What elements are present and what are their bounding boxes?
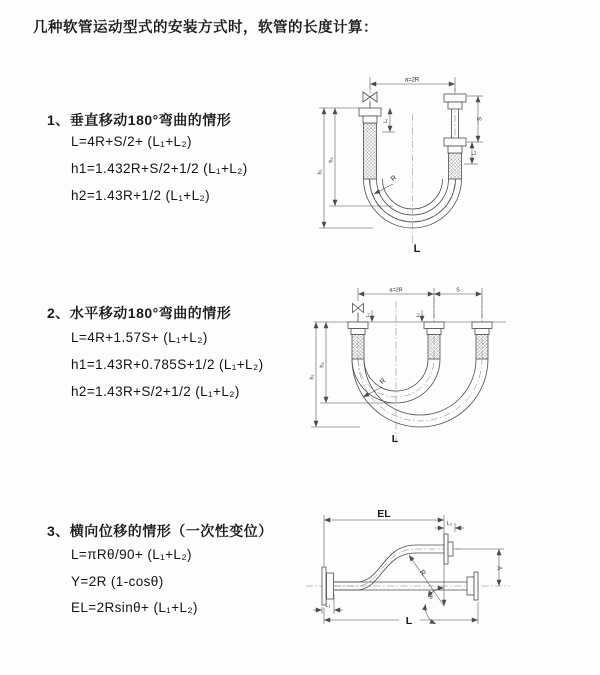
dim-label-h1: h₁: [317, 169, 324, 175]
dim-label-h1: h₁: [309, 374, 316, 380]
dim-label-l-total: L: [391, 433, 399, 445]
section-1-heading: 1、垂直移动180°弯曲的情形: [47, 112, 232, 128]
section-2-heading: 2、水平移动180°弯曲的情形: [47, 305, 232, 321]
section-3-formula-Y: Y=2R (1-cosθ): [71, 574, 164, 589]
centerlines: [358, 297, 482, 445]
dim-label-l2: L₂: [446, 521, 453, 527]
upper-flange: [444, 534, 453, 564]
valve-icon: [353, 304, 364, 323]
section-1-formula-h2: h2=1.43R+1/2 (L₁+L₂): [71, 188, 211, 203]
dim-label-l2: L₂: [471, 150, 478, 156]
dim-label-r: R: [389, 174, 399, 184]
dim-label-el: EL: [377, 508, 391, 520]
section-1-formula-h1: h1=1.432R+S/2+1/2 (L₁+L₂): [71, 161, 248, 176]
dim-label-l2: L₂: [416, 312, 421, 318]
dim-label-r: R: [417, 568, 427, 578]
dim-label-span: a=2R: [404, 77, 420, 84]
document-title: 几种软管运动型式的安装方式时，软管的长度计算：: [33, 20, 378, 36]
centerlines: [370, 86, 455, 244]
hose-braided-legs: [352, 335, 488, 360]
dim-label-h2: h₂: [319, 362, 326, 368]
dim-label-s: S: [477, 116, 484, 122]
diagram-horizontal-180-bend: [308, 281, 590, 453]
dim-label-span: a=2R: [389, 287, 403, 294]
section-3-formula-L: L=πRθ/90+ (L₁+L₂): [71, 547, 192, 562]
dim-label-l1: L₁: [366, 312, 371, 318]
right-flange: [467, 572, 478, 600]
diagram-vertical-180-bend: [315, 72, 590, 257]
dim-label-l-total: L: [413, 243, 421, 255]
hose-displaced-s-curve: [334, 545, 444, 590]
dim-label-s: S: [456, 287, 460, 294]
left-flange: [322, 567, 334, 605]
dim-label-y: Y: [497, 565, 505, 571]
dim-label-l-total: L: [405, 615, 413, 627]
section-3-formula-EL: EL=2Rsinθ+ (L₁+L₂): [71, 600, 198, 615]
section-2-formula-L: L=4R+1.57S+ (L₁+L₂): [71, 330, 208, 345]
centerlines: [306, 549, 510, 586]
section-2-formula-h2: h2=1.43R+S/2+1/2 (L₁+L₂): [71, 384, 240, 399]
flanges: [348, 322, 492, 335]
right-pipe: [444, 94, 466, 153]
dim-label-theta: θ: [429, 595, 433, 601]
dim-label-l1: L₁: [325, 603, 331, 609]
dim-label-r: R: [378, 377, 388, 387]
section-3-heading: 3、横向位移的情形（一次性变位）: [47, 523, 273, 539]
dim-label-l1: L₁: [383, 118, 389, 123]
section-2-formula-h1: h1=1.43R+0.785S+1/2 (L₁+L₂): [71, 357, 264, 372]
diagram-lateral-displacement: [298, 502, 600, 650]
left-flange: [359, 108, 381, 123]
dimensions: [313, 508, 505, 627]
dim-label-h2: h₂: [328, 157, 335, 163]
section-1-formula-L: L=4R+S/2+ (L₁+L₂): [71, 134, 192, 149]
hose-u-bends: [352, 359, 488, 427]
